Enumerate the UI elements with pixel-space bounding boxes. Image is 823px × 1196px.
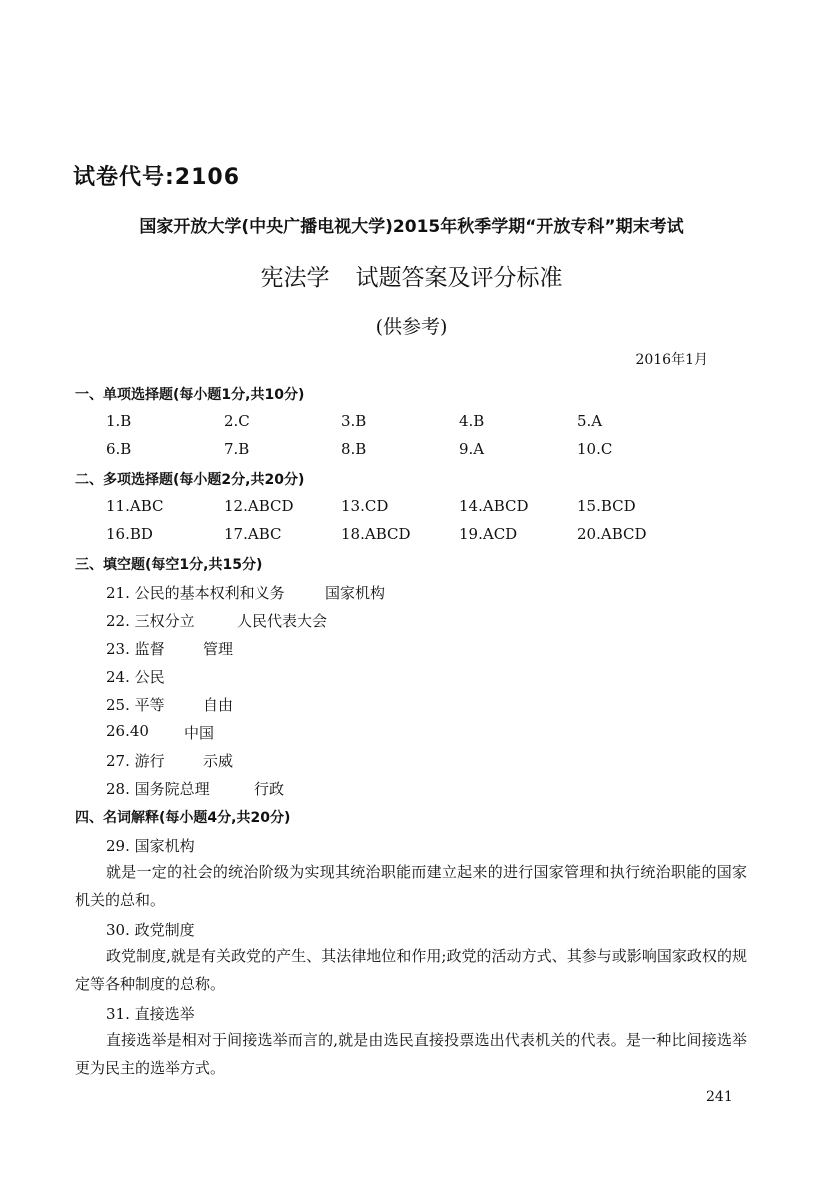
section-heading-fill-in-blank: 三、填空题(每空1分,共15分) xyxy=(75,557,263,573)
answer-item: 5.A xyxy=(577,412,603,430)
answer-row xyxy=(0,412,823,434)
term-title: 31. 直接选举 xyxy=(106,1005,195,1023)
answer-item: 10.C xyxy=(577,440,613,458)
fill-answer xyxy=(106,638,234,659)
answer-item: 15.BCD xyxy=(577,497,636,515)
term-definition: 就是一定的社会的统治阶级为实现其统治职能而建立起来的进行国家管理和执行统治职能的国家机关的总和。 xyxy=(75,863,747,909)
fill-answer-a: 25. 平等 xyxy=(106,696,165,714)
fill-answer xyxy=(106,582,386,603)
fill-answer xyxy=(106,722,215,742)
page-number: 241 xyxy=(706,1089,733,1105)
fill-answer xyxy=(106,778,285,799)
term-title: 29. 国家机构 xyxy=(106,837,195,855)
answer-item: 9.A xyxy=(459,440,485,458)
answer-item: 4.B xyxy=(459,412,485,430)
document-type: 试题答案及评分标准 xyxy=(355,265,563,291)
fill-answer-b: 自由 xyxy=(203,696,234,714)
fill-answer xyxy=(106,694,234,715)
section-heading-single-choice: 一、单项选择题(每小题1分,共10分) xyxy=(75,387,305,403)
answer-row xyxy=(0,440,823,462)
fill-answer-b: 人民代表大会 xyxy=(237,612,328,630)
fill-answer-a: 27. 游行 xyxy=(106,752,165,770)
fill-answer-a: 21. 公民的基本权利和义务 xyxy=(106,584,285,602)
term-definition: 直接选举是相对于间接选举而言的,就是由选民直接投票选出代表机关的代表。是一种比间接选举更为民主的选举方式。 xyxy=(75,1031,747,1077)
fill-answer-a: 28. 国务院总理 xyxy=(106,780,210,798)
fill-answer-b: 示威 xyxy=(203,752,234,770)
answer-item: 13.CD xyxy=(341,497,389,515)
section-heading-multiple-choice: 二、多项选择题(每小题2分,共20分) xyxy=(75,472,305,488)
term-title: 30. 政党制度 xyxy=(106,921,195,939)
answer-item: 6.B xyxy=(106,440,132,458)
exam-title: 国家开放大学(中央广播电视大学)2015年秋季学期“开放专科”期末考试 xyxy=(139,217,684,237)
fill-answer-b: 中国 xyxy=(184,724,215,742)
term-definition: 政党制度,就是有关政党的产生、其法律地位和作用;政党的活动方式、其参与或影响国家政权的规定等各种制度的总称。 xyxy=(75,947,747,993)
section-heading-term-definition: 四、名词解释(每小题4分,共20分) xyxy=(75,810,291,826)
fill-answer-a: 26.40 xyxy=(106,722,149,740)
paper-code: 试卷代号:2106 xyxy=(73,165,241,190)
answer-item: 7.B xyxy=(224,440,250,458)
answer-row xyxy=(0,525,823,547)
answer-item: 12.ABCD xyxy=(224,497,294,515)
fill-answer-a: 24. 公民 xyxy=(106,668,165,686)
answer-item: 14.ABCD xyxy=(459,497,529,515)
reference-note: (供参考) xyxy=(375,316,448,338)
fill-answer-b: 国家机构 xyxy=(325,584,386,602)
answer-item: 11.ABC xyxy=(106,497,164,515)
answer-item: 8.B xyxy=(341,440,367,458)
answer-row xyxy=(0,497,823,519)
answer-item: 16.BD xyxy=(106,525,153,543)
fill-answer-a: 23. 监督 xyxy=(106,640,165,658)
answer-item: 1.B xyxy=(106,412,132,430)
subject-name: 宪法学 xyxy=(260,265,330,291)
issue-date: 2016年1月 xyxy=(635,352,708,368)
fill-answer-b: 管理 xyxy=(203,640,234,658)
answer-item: 2.C xyxy=(224,412,250,430)
answer-item: 18.ABCD xyxy=(341,525,411,543)
fill-answer xyxy=(106,666,165,687)
answer-item: 20.ABCD xyxy=(577,525,647,543)
fill-answer-a: 22. 三权分立 xyxy=(106,612,195,630)
fill-answer xyxy=(106,610,328,631)
answer-item: 3.B xyxy=(341,412,367,430)
fill-answer-b: 行政 xyxy=(254,780,285,798)
document-title xyxy=(0,259,823,292)
answer-item: 17.ABC xyxy=(224,525,282,543)
answer-item: 19.ACD xyxy=(459,525,518,543)
fill-answer xyxy=(106,750,234,771)
